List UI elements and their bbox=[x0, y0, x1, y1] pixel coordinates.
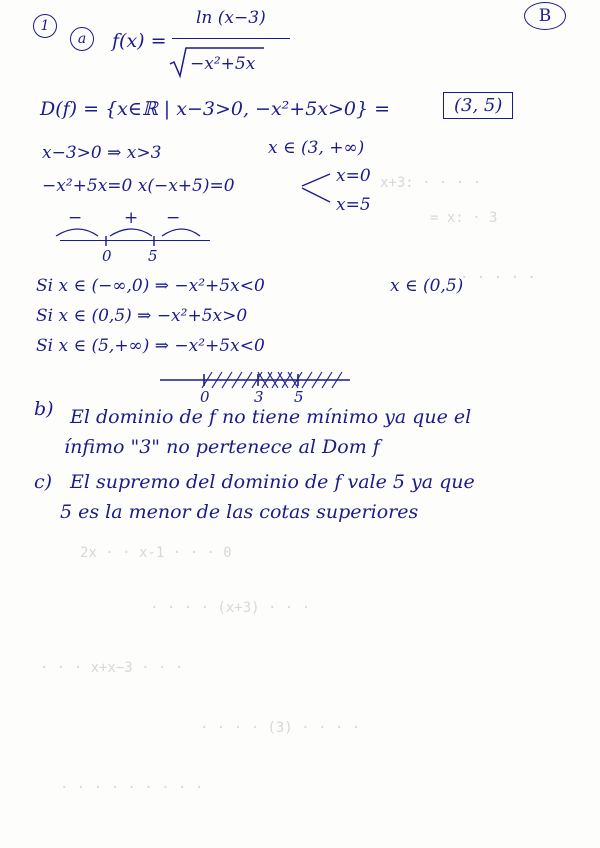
number-line-point-five: 5 bbox=[294, 388, 304, 406]
part-a-text: a bbox=[77, 31, 87, 47]
domain-statement: D(f) = {x∈ℝ | x−3>0, −x²+5x>0} = bbox=[40, 98, 391, 120]
first-condition: x−3>0 ⇒ x>3 bbox=[42, 143, 162, 163]
problem-number bbox=[33, 14, 57, 38]
second-condition: −x²+5x=0 x(−x+5)=0 bbox=[42, 176, 235, 196]
part-b-line-1: El dominio de f no tiene mínimo ya que el bbox=[70, 406, 472, 428]
part-c-line-2: 5 es la menor de las cotas superiores bbox=[60, 501, 419, 523]
sign-point-zero: 0 bbox=[102, 247, 112, 265]
part-b-line-2: ínfimo "3" no pertenece al Dom f bbox=[64, 436, 380, 458]
domain-answer-box: (3, 5) bbox=[443, 92, 513, 119]
part-a-marker bbox=[70, 27, 94, 51]
function-lhs: f(x) = bbox=[112, 30, 167, 52]
case-row: Si x ∈ (5,+∞) ⇒ −x²+5x<0 bbox=[36, 336, 265, 356]
function-numerator: ln (x−3) bbox=[196, 8, 266, 28]
sign-point-five: 5 bbox=[148, 247, 158, 265]
scanned-page: x+3: · · · · = x: · 3 · · · · · 2x · · x-1 · · · 0 · · · · (x+3) · · · · · · x+x−3 · · · · · · · (3) · · · · · · · · · · · · · 1 a B f(x) = ln (x−3) −x²+5x D(f) = {x∈ℝ | x−3>0, −x²+5x>0} = (3, 5) x−3>0 ⇒ x>3 x ∈ (3, +∞) −x²+5x=0 x(−x+5)=0 x=0 x=5 − + − 0 5 Si x ∈ (−∞,0) ⇒ −x²+5x<0 Si x ∈ (0,5) ⇒ −x²+5x>0 Si x ∈ (5,+∞) ⇒ −x²+5x<0 x ∈ (0,5) 0 3 5 b) El dominio de f no tiene mínimo ya que el ínfimo "3" no pertenece al Dom f c) El supremo del dominio de f vale 5 ya que 5 es la menor de las cotas superiores bbox=[0, 0, 600, 848]
sign-left: − bbox=[68, 208, 83, 228]
fraction-bar bbox=[172, 38, 290, 39]
sign-middle: + bbox=[124, 208, 139, 228]
part-b-label: b) bbox=[34, 398, 54, 420]
part-c-line-1: El supremo del dominio de f vale 5 ya que bbox=[70, 471, 475, 493]
sign-right: − bbox=[166, 208, 181, 228]
first-interval: x ∈ (3, +∞) bbox=[268, 138, 365, 158]
function-denominator: −x²+5x bbox=[190, 54, 256, 74]
case-row: Si x ∈ (0,5) ⇒ −x²+5x>0 bbox=[36, 306, 248, 326]
number-line-point-three: 3 bbox=[254, 388, 264, 406]
interval-result: x ∈ (0,5) bbox=[390, 276, 464, 296]
part-c-label: c) bbox=[34, 471, 53, 493]
number-line-point-zero: 0 bbox=[200, 388, 210, 406]
case-row: Si x ∈ (−∞,0) ⇒ −x²+5x<0 bbox=[36, 276, 265, 296]
root-one: x=0 bbox=[336, 166, 371, 186]
version-text: B bbox=[538, 6, 552, 26]
problem-number-text: 1 bbox=[40, 18, 50, 34]
version-badge bbox=[524, 2, 566, 30]
sign-chart-ticks bbox=[60, 234, 220, 246]
branch-arrows-icon bbox=[300, 172, 340, 212]
root-two: x=5 bbox=[336, 195, 371, 215]
